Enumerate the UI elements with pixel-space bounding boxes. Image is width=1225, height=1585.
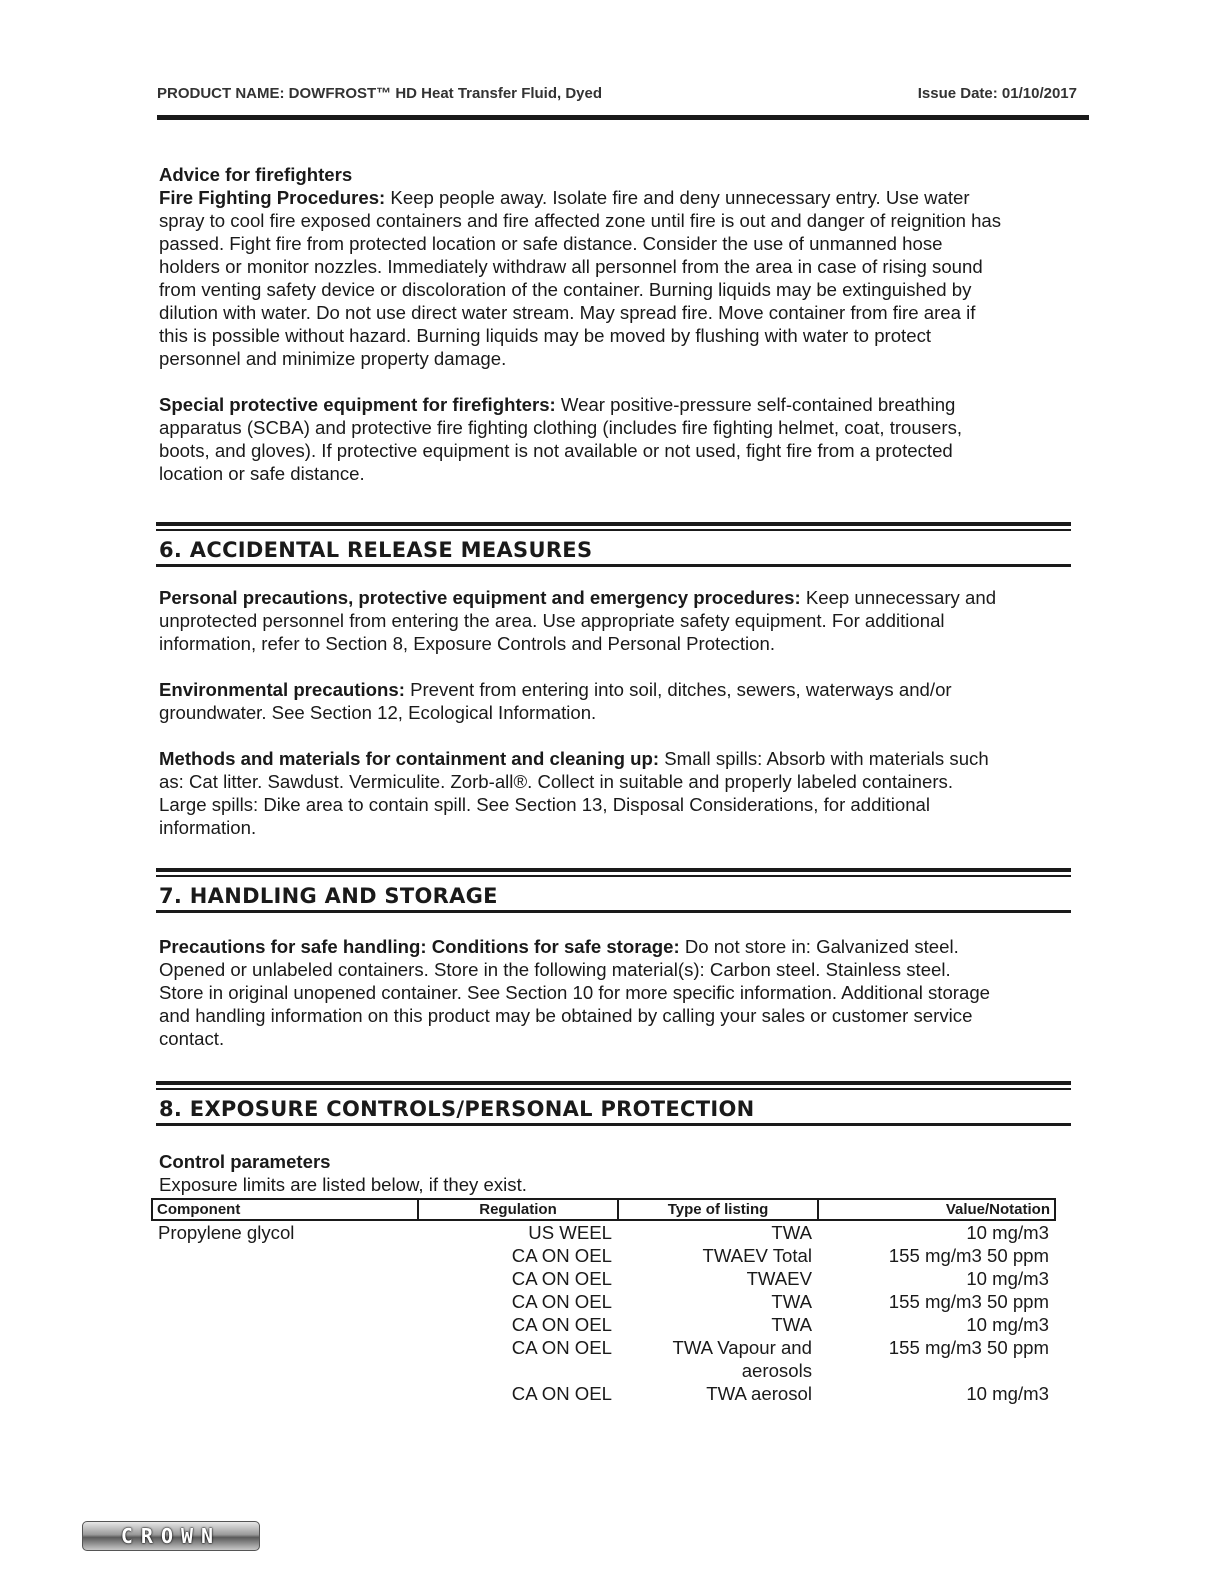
- cell-component: [152, 1290, 418, 1313]
- cell-regulation: CA ON OEL: [511, 1245, 612, 1266]
- env-line: groundwater. See Section 12, Ecological Information.: [159, 702, 597, 723]
- containment-methods: Methods and materials for containment and cleaning up: Small spills: Absorb with materials such: [159, 748, 989, 769]
- section8-title: 8. EXPOSURE CONTROLS/PERSONAL PROTECTION: [159, 1097, 755, 1121]
- cell-value: 10 mg/m3: [966, 1268, 1049, 1289]
- table-row: [152, 1267, 1055, 1290]
- cell-component: [152, 1244, 418, 1267]
- cell-component: [152, 1267, 418, 1290]
- col-regulation: Regulation: [418, 1199, 618, 1220]
- cell-type: TWA: [771, 1222, 812, 1243]
- environmental-precautions: Environmental precautions: Prevent from entering into soil, ditches, sewers, waterways and/or: [159, 679, 952, 700]
- cell-regulation: CA ON OEL: [511, 1337, 612, 1358]
- section6-top-rule: [156, 522, 1071, 526]
- handling-label: Precautions for safe handling: Conditions for safe storage:: [159, 936, 680, 957]
- cell-type: TWA: [771, 1314, 812, 1335]
- section6-bottom-rule: [156, 564, 1071, 567]
- firefighters-block: [159, 163, 1059, 485]
- section7-bottom-rule: [156, 910, 1071, 913]
- section8-bottom-rule: [156, 1123, 1071, 1126]
- procedures-line: passed. Fight fire from protected location or safe distance. Consider the use of unmanned hose: [159, 233, 943, 254]
- table-row: [152, 1244, 1055, 1267]
- equipment-line: apparatus (SCBA) and protective fire fighting clothing (includes fire fighting helmet, coat, trousers,: [159, 417, 963, 438]
- equipment-line: boots, and gloves). If protective equipment is not available or not used, fight fire from a protected: [159, 440, 953, 461]
- cell-regulation: US WEEL: [528, 1222, 612, 1243]
- special-equipment: Special protective equipment for firefighters: Wear positive-pressure self-contained breathing: [159, 394, 956, 415]
- methods-line: information.: [159, 817, 257, 838]
- crown-logo: [82, 1521, 260, 1551]
- handling-line: contact.: [159, 1028, 225, 1049]
- procedures-line: dilution with water. Do not use direct water stream. May spread fire. Move container from fire area if: [159, 302, 976, 323]
- section7-body: [159, 935, 1059, 1050]
- section8-top-rule: [156, 1081, 1071, 1085]
- header-product-name: PRODUCT NAME: DOWFROST™ HD Heat Transfer Fluid, Dyed: [157, 85, 603, 102]
- cell-type: TWA aerosol: [706, 1383, 812, 1404]
- cell-value: 10 mg/m3: [966, 1222, 1049, 1243]
- table-row: [152, 1382, 1055, 1405]
- col-type: Type of listing: [618, 1199, 818, 1220]
- page-header: [157, 85, 1089, 105]
- personal-precautions: Personal precautions, protective equipment and emergency procedures: Keep unnecessary and: [159, 587, 997, 608]
- firefighters-heading: Advice for firefighters: [159, 164, 353, 185]
- cell-type: TWA: [771, 1291, 812, 1312]
- exposure-intro: Exposure limits are listed below, if they exist.: [159, 1174, 527, 1195]
- table-row: [152, 1336, 1055, 1382]
- methods-label: Methods and materials for containment and cleaning up:: [159, 748, 660, 769]
- equipment-label: Special protective equipment for firefighters:: [159, 394, 556, 415]
- personal-line: unprotected personnel from entering the area. Use appropriate safety equipment. For additional: [159, 610, 945, 631]
- section6-top-rule-thin: [156, 529, 1071, 531]
- cell-value: 155 mg/m3 50 ppm: [888, 1245, 1049, 1266]
- cell-type: TWAEV Total: [702, 1245, 812, 1266]
- table-header-row: [152, 1199, 1055, 1220]
- exposure-limits-table: [151, 1198, 1056, 1405]
- section6-body: [159, 586, 1059, 839]
- procedures-line: personnel and minimize property damage.: [159, 348, 507, 369]
- cell-value: 10 mg/m3: [966, 1383, 1049, 1404]
- personal-label: Personal precautions, protective equipment and emergency procedures:: [159, 587, 801, 608]
- methods-line: as: Cat litter. Sawdust. Vermiculite. Zorb-all®. Collect in suitable and properly labeled containers.: [159, 771, 953, 792]
- cell-component: [152, 1382, 418, 1405]
- col-component: Component: [152, 1199, 418, 1220]
- procedures-line: from venting safety device or discoloration of the container. Burning liquids may be extinguished by: [159, 279, 972, 300]
- cell-type: TWA Vapour and aerosols: [672, 1337, 812, 1381]
- table-row: [152, 1290, 1055, 1313]
- cell-value: 10 mg/m3: [966, 1314, 1049, 1335]
- cell-regulation: CA ON OEL: [511, 1268, 612, 1289]
- table-row: [152, 1220, 1055, 1244]
- procedures-line: holders or monitor nozzles. Immediately withdraw all personnel from the area in case of rising sound: [159, 256, 983, 277]
- cell-regulation: CA ON OEL: [511, 1383, 612, 1404]
- control-heading: Control parameters: [159, 1151, 331, 1172]
- section7-top-rule: [156, 868, 1071, 872]
- header-issue-date: Issue Date: 01/10/2017: [917, 85, 1077, 102]
- section7-title: 7. HANDLING AND STORAGE: [159, 884, 498, 908]
- logo-text: CROWN: [120, 1524, 222, 1548]
- env-label: Environmental precautions:: [159, 679, 405, 700]
- equipment-line: location or safe distance.: [159, 463, 365, 484]
- cell-component: Propylene glycol: [158, 1222, 295, 1243]
- table-row: [152, 1313, 1055, 1336]
- section6-title: 6. ACCIDENTAL RELEASE MEASURES: [159, 538, 593, 562]
- methods-line: Large spills: Dike area to contain spill. See Section 13, Disposal Considerations, for additional: [159, 794, 931, 815]
- cell-regulation: CA ON OEL: [511, 1314, 612, 1335]
- cell-value: 155 mg/m3 50 ppm: [888, 1337, 1049, 1358]
- fire-fighting-procedures: Fire Fighting Procedures: Keep people away. Isolate fire and deny unnecessary entry. Use water: [159, 187, 970, 208]
- cell-value: 155 mg/m3 50 ppm: [888, 1291, 1049, 1312]
- handling-line: Store in original unopened container. See Section 10 for more specific information. Additional storage: [159, 982, 991, 1003]
- procedures-label: Fire Fighting Procedures:: [159, 187, 386, 208]
- safe-handling: Precautions for safe handling: Conditions for safe storage: Do not store in: Galvanized steel.: [159, 936, 959, 957]
- handling-line: Opened or unlabeled containers. Store in the following material(s): Carbon steel. Stainless steel.: [159, 959, 951, 980]
- procedures-line: spray to cool fire exposed containers and fire affected zone until fire is out and danger of reignition has: [159, 210, 1002, 231]
- cell-regulation: CA ON OEL: [511, 1291, 612, 1312]
- personal-line: information, refer to Section 8, Exposure Controls and Personal Protection.: [159, 633, 775, 654]
- cell-type: TWAEV: [746, 1268, 812, 1289]
- section7-top-rule-thin: [156, 875, 1071, 877]
- procedures-line: this is possible without hazard. Burning liquids may be moved by flushing with water to protect: [159, 325, 932, 346]
- cell-component: [152, 1313, 418, 1336]
- handling-line: and handling information on this product may be obtained by calling your sales or customer service: [159, 1005, 973, 1026]
- control-parameters: [159, 1150, 1059, 1196]
- cell-component: [152, 1336, 418, 1382]
- section8-top-rule-thin: [156, 1088, 1071, 1090]
- col-value: Value/Notation: [818, 1199, 1055, 1220]
- header-rule: [157, 115, 1089, 120]
